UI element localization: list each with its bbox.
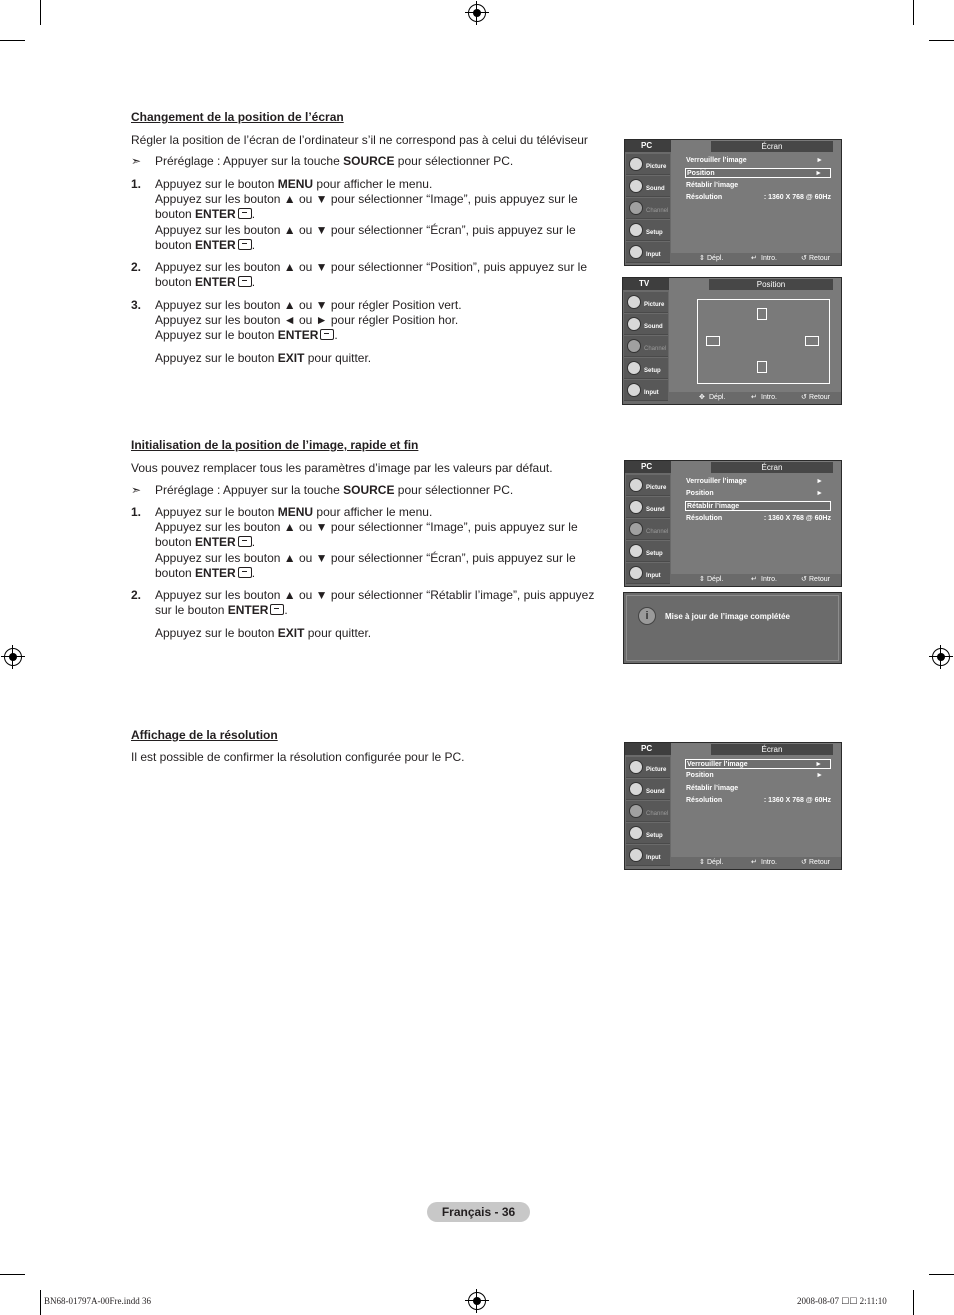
osd-item-selected: Verrouiller l’image ► [685,759,831,769]
registration-mark-icon [932,648,950,666]
enter-icon [320,329,334,340]
gear-icon [629,544,643,558]
menu-setup: Setup [626,823,670,844]
arrow-left-icon [706,336,720,346]
channel-icon [629,201,643,215]
arrow-up-icon [757,308,767,320]
menu-sound: Sound [624,314,668,335]
enter-icon [238,239,252,250]
crop-mark [0,40,25,41]
note-arrow-icon: ➣ [131,154,142,168]
enter-icon: ↵ [751,576,757,583]
crop-mark [929,40,954,41]
move-icon: ✥ [699,394,705,401]
preset-note: ➣ Préréglage : Appuyer sur la touche SOURCE pour sélectionner PC. [131,483,514,497]
osd-screen-ecran: PC Écran Picture Sound Channel Setup Input Verrouiller l’image ► Position ► Rétablir l’image Résolution : 1360 X 768 @ 60Hz ⇕ Dépl. ↵ Intro. ↺ Retour [624,742,842,870]
sound-icon [629,179,643,193]
step-2: 2. Appuyez sur les bouton ▲ ou ▼ pour sélectionner “Position”, puis appuyez sur le bouton ENTER . [131,260,587,290]
sound-icon [629,500,643,514]
step-2: 2. Appuyez sur les bouton ▲ ou ▼ pour sélectionner “Rétablir l’image”, puis appuyez sur le bouton ENTER . [131,588,595,618]
osd-item: Verrouiller l’image ► [686,478,823,485]
info-icon: i [638,607,656,625]
menu-channel: Channel [626,198,670,219]
menu-input: Input [626,845,670,866]
osd-footer: ⇕ Dépl. ↵ Intro. ↺ Retour [671,857,841,869]
osd-footer: ⇕ Dépl. ↵ Intro. ↺ Retour [671,574,841,586]
menu-channel: Channel [624,336,668,357]
step-3: 3. Appuyez sur les bouton ▲ ou ▼ pour régler Position vert. Appuyez sur les bouton ◄ ou ► pour régler Position hor. Appuyez sur le bouton ENTER . [131,298,462,343]
sound-icon [627,317,641,331]
enter-icon: ↵ [751,859,757,866]
section-intro: Régler la position de l’écran de l’ordinateur s’il ne correspond pas à celui du téléviseur [131,133,588,147]
move-icon: ⇕ [699,255,705,262]
input-icon [629,848,643,862]
section-title: Affichage de la résolution [131,728,278,742]
exit-instruction: Appuyez sur le bouton EXIT pour quitter. [155,626,372,640]
registration-mark-icon [468,1292,486,1310]
picture-icon [629,760,643,774]
menu-picture: Picture [626,475,670,496]
input-icon [627,383,641,397]
osd-footer: ⇕ Dépl. ↵ Intro. ↺ Retour [671,253,841,265]
enter-icon [270,604,284,615]
message-text: Mise à jour de l’image complétée [665,612,790,621]
date-imprint: 2008-08-07 ☐☐ 2:11:10 [797,1296,887,1306]
return-icon: ↺ [801,255,807,262]
osd-screen-position: TV Position Picture Sound Channel Setup Input ✥ Dépl. ↵ Intro. ↺ Retour [622,277,842,405]
picture-icon [629,478,643,492]
enter-icon: ↵ [751,394,757,401]
menu-setup: Setup [624,358,668,379]
enter-icon [238,276,252,287]
registration-mark-icon [4,648,22,666]
enter-icon [238,536,252,547]
input-icon [629,245,643,259]
menu-sound: Sound [626,779,670,800]
return-icon: ↺ [801,859,807,866]
enter-icon: ↵ [751,255,757,262]
channel-icon [629,804,643,818]
crop-mark [913,1290,914,1315]
crop-mark [40,1290,41,1315]
note-arrow-icon: ➣ [131,483,142,497]
enter-icon [238,567,252,578]
osd-screen-ecran: PC Écran Picture Sound Channel Setup Input Verrouiller l’image ► Position ► Rétablir l’image Résolution : 1360 X 768 @ 60Hz ⇕ Dépl. ↵ Intro. ↺ Retour [624,139,842,266]
arrow-down-icon [757,361,767,373]
move-icon: ⇕ [699,576,705,583]
menu-channel: Channel [626,801,670,822]
menu-input: Input [626,242,670,263]
preset-note: ➣ Préréglage : Appuyer sur la touche SOURCE pour sélectionner PC. [131,154,514,168]
menu-setup: Setup [626,541,670,562]
crop-mark [929,1274,954,1275]
menu-picture: Picture [626,154,670,175]
osd-item: Résolution : 1360 X 768 @ 60Hz [686,515,831,522]
osd-item: Rétablir l’image [686,785,739,792]
osd-item: Verrouiller l’image ► [686,157,823,164]
page-number: Français - 36 [427,1202,530,1222]
menu-picture: Picture [624,292,668,313]
section-intro: Vous pouvez remplacer tous les paramètres d’image par les valeurs par défaut. [131,461,553,475]
menu-sound: Sound [626,176,670,197]
arrow-right-icon [805,336,819,346]
crop-mark [913,0,914,25]
osd-item-selected: Rétablir l’image [685,501,831,511]
osd-item: Position ► [686,772,823,779]
section-title: Initialisation de la position de l’image, rapide et fin [131,438,419,452]
crop-mark [0,1274,25,1275]
registration-mark-icon [468,4,486,22]
step-1: 1. Appuyez sur le bouton MENU pour afficher le menu. Appuyez sur les bouton ▲ ou ▼ pour sélectionner “Image”, puis appuyez sur le bouton ENTER . Appuyez sur les bouton ▲ ou ▼ pour sélectionner “Écran”, puis appuyez sur le bouton ENTER . [131,505,578,580]
menu-setup: Setup [626,220,670,241]
osd-item: Rétablir l’image [686,182,739,189]
gear-icon [627,361,641,375]
input-icon [629,566,643,580]
menu-picture: Picture [626,757,670,778]
enter-icon [238,208,252,219]
osd-item-selected: Position ► [685,168,831,178]
picture-icon [627,295,641,309]
osd-screen-ecran: PC Écran Picture Sound Channel Setup Input Verrouiller l’image ► Position ► Rétablir l’image Résolution : 1360 X 768 @ 60Hz ⇕ Dépl. ↵ Intro. ↺ Retour [624,460,842,587]
return-icon: ↺ [801,576,807,583]
section-title: Changement de la position de l’écran [131,110,344,124]
file-imprint: BN68-01797A-00Fre.indd 36 [44,1296,151,1306]
crop-mark [40,0,41,25]
message-dialog [623,592,842,664]
osd-item: Position ► [686,490,823,497]
position-frame [697,299,830,384]
exit-instruction: Appuyez sur le bouton EXIT pour quitter. [155,351,372,365]
move-icon: ⇕ [699,859,705,866]
picture-icon [629,157,643,171]
section-intro: Il est possible de confirmer la résolution configurée pour le PC. [131,750,465,764]
sound-icon [629,782,643,796]
osd-item: Résolution : 1360 X 768 @ 60Hz [686,194,831,201]
gear-icon [629,826,643,840]
menu-sound: Sound [626,497,670,518]
channel-icon [629,522,643,536]
gear-icon [629,223,643,237]
menu-channel: Channel [626,519,670,540]
osd-item: Résolution : 1360 X 768 @ 60Hz [686,797,831,804]
return-icon: ↺ [801,394,807,401]
menu-input: Input [626,563,670,584]
step-1: 1. Appuyez sur le bouton MENU pour afficher le menu. Appuyez sur les bouton ▲ ou ▼ pour sélectionner “Image”, puis appuyez sur le bouton ENTER . Appuyez sur les bouton ▲ ou ▼ pour sélectionner “Écran”, puis appuyez sur le bouton ENTER . [131,177,578,252]
osd-footer: ✥ Dépl. ↵ Intro. ↺ Retour [669,392,841,404]
menu-input: Input [624,380,668,401]
channel-icon [627,339,641,353]
